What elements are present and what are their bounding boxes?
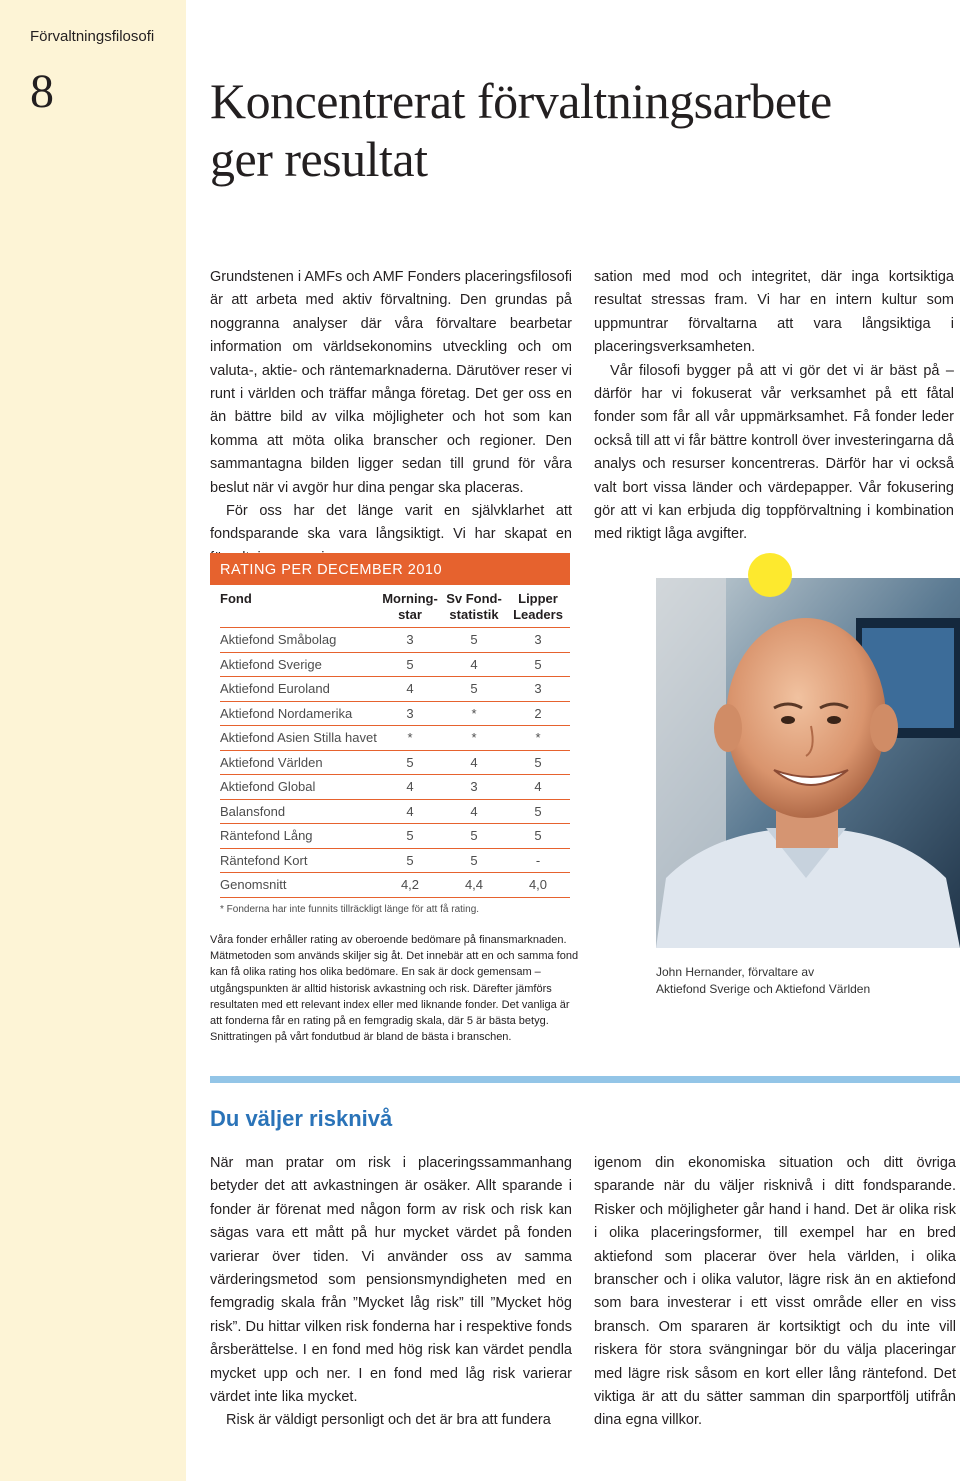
fund-name: Räntefond Kort bbox=[220, 848, 378, 873]
column-header-line: statistik bbox=[449, 607, 499, 622]
intro-paragraph: För oss har det länge varit en självklarhet att fondsparande ska vara långsiktigt. Vi har skapat en bbox=[210, 503, 572, 543]
svfond-rating: 5 bbox=[442, 628, 506, 653]
rating-footnote: * Fonderna har inte funnits tillräckligt länge för att få rating. bbox=[220, 903, 480, 915]
table-row-average bbox=[220, 873, 570, 898]
rating-box bbox=[210, 553, 570, 915]
fund-name: Aktiefond Småbolag bbox=[220, 628, 378, 653]
svfond-rating: * bbox=[442, 701, 506, 726]
page-title-line-2: ger resultat bbox=[210, 131, 428, 187]
column-header-line: Leaders bbox=[513, 607, 563, 622]
morningstar-rating: 5 bbox=[378, 848, 442, 873]
risk-paragraph: När man pratar om risk i placeringssammanhang betyder det att avkastningen är osäker. Allt sparande i fonder är förenat med någon form av risk och risk kan sägas vara ett mått på hur mycket värdet på fonden varierar över tiden. Vi använder oss av samma värderingsmetod som pensionsmyndigheten med en femgradig skala från ”Mycket låg risk” till ”Mycket hög risk”. Du hittar vilken risk fonderna har i respektive fonds årsberättelse. I en fond med hög risk kan värdet pendla mycket upp och ner. I en fond med låg risk varierar värdet inte lika mycket. bbox=[210, 1155, 572, 1406]
table-row bbox=[220, 726, 570, 751]
intro-paragraph: sation med mod och integritet, där inga kortsiktiga resultat stressas fram. Vi har en intern kultur som uppmuntrar förvaltarna att vara långsiktiga i placeringsverksamheten. bbox=[594, 269, 954, 356]
morningstar-rating: * bbox=[378, 726, 442, 751]
portrait-illustration bbox=[656, 578, 960, 948]
table-row bbox=[220, 701, 570, 726]
rating-explanation: Våra fonder erhåller rating av oberoende bedömare på finansmarknaden. Mätmetoden som används skiljer sig åt. Det innebär att en och samma fond kan få olika rating hos olika bedömare. En sak är dock gemensam – utgångspunkten är alltid historisk avkastning och risk. Därefter jämförs resultaten med ett relevant index eller med liknande fonder. Det vanliga är att fonderna får en rating på en femgradig skala, där 5 är bästa betyg. Snittratingen på vårt fondutbud är bland de bästa i branschen. bbox=[210, 934, 579, 1044]
lipper-rating: 2 bbox=[506, 701, 570, 726]
lipper-rating: 3 bbox=[506, 677, 570, 702]
svfond-rating: 4 bbox=[442, 652, 506, 677]
table-row bbox=[220, 799, 570, 824]
fund-name: Balansfond bbox=[220, 799, 378, 824]
section-name: Förvaltningsfilosofi bbox=[30, 28, 155, 45]
svfond-rating: 4 bbox=[442, 799, 506, 824]
table-row bbox=[220, 848, 570, 873]
table-row bbox=[220, 652, 570, 677]
column-header-line: star bbox=[398, 607, 422, 622]
table-row bbox=[220, 628, 570, 653]
photo-caption-line: John Hernander, förvaltare av bbox=[656, 965, 815, 979]
svfond-rating: 5 bbox=[442, 677, 506, 702]
rating-title: RATING PER DECEMBER 2010 bbox=[210, 553, 570, 585]
morningstar-rating: 4 bbox=[378, 799, 442, 824]
risk-paragraph: igenom din ekonomiska situation och ditt övriga sparande när du väljer risknivå i ditt fondsparande. Risker och möjligheter går hand i hand. Det är olika risk i olika placeringsformer, till exempel har en bred aktiefond som placerar över hela världen, i olika branscher och i olika valutor, lägre risk än en aktiefond som bara investerar i ett visst område eller en viss bransch. Om spararen är kortsiktigt och du inte vill riskera för stora svängningar bör du välja placeringar med lägre risk såsom en kort eller lång räntefond. Det viktiga är att du sätter samman din sparportfölj utifrån dina egna villkor. bbox=[594, 1155, 956, 1429]
rating-table bbox=[220, 585, 570, 898]
lipper-rating: 4,0 bbox=[506, 873, 570, 898]
lipper-rating: 5 bbox=[506, 652, 570, 677]
fund-name: Aktiefond Euroland bbox=[220, 677, 378, 702]
page-number: 8 bbox=[30, 65, 54, 118]
lipper-rating: 5 bbox=[506, 824, 570, 849]
svfond-rating: 4,4 bbox=[442, 873, 506, 898]
column-header-morningstar bbox=[378, 585, 442, 628]
column-header-line: Lipper bbox=[518, 591, 558, 606]
morningstar-rating: 5 bbox=[378, 652, 442, 677]
morningstar-rating: 5 bbox=[378, 824, 442, 849]
intro-paragraph: Grundstenen i AMFs och AMF Fonders placeringsfilosofi är att arbeta med aktiv förvaltning. Den grundas på noggranna analyser där våra förvaltare bearbetar information om världsekonomins utveckling och om valuta-, aktie- och räntemarknaderna. Därutöver reser vi runt i världen och träffar många företag. Det ger oss en än bättre bild av vilka möjligheter och hot som kan komma att möta olika branscher och regioner. Den sammantagna bilden ligger sedan till grund för våra beslut när vi avgör hur dina pengar ska placeras. bbox=[210, 269, 572, 496]
fund-name: Aktiefond Världen bbox=[220, 750, 378, 775]
section-title: Du väljer risknivå bbox=[210, 1106, 393, 1131]
section-divider bbox=[210, 1076, 960, 1083]
photo-caption bbox=[656, 964, 956, 998]
svfond-rating: 3 bbox=[442, 775, 506, 800]
svfond-rating: 5 bbox=[442, 848, 506, 873]
rating-header-row bbox=[220, 585, 570, 628]
intro-left-column bbox=[210, 266, 572, 570]
fund-name: Räntefond Lång bbox=[220, 824, 378, 849]
page-title bbox=[210, 72, 930, 188]
risk-right-column bbox=[594, 1152, 956, 1433]
morningstar-rating: 4 bbox=[378, 775, 442, 800]
fund-name: Aktiefond Global bbox=[220, 775, 378, 800]
lipper-rating: 5 bbox=[506, 799, 570, 824]
morningstar-rating: 3 bbox=[378, 628, 442, 653]
column-header-line: Sv Fond- bbox=[446, 591, 502, 606]
column-header-svfond bbox=[442, 585, 506, 628]
risk-left-column bbox=[210, 1152, 572, 1433]
lipper-rating: - bbox=[506, 848, 570, 873]
table-row bbox=[220, 750, 570, 775]
table-row bbox=[220, 824, 570, 849]
morningstar-rating: 5 bbox=[378, 750, 442, 775]
svfond-rating: 4 bbox=[442, 750, 506, 775]
svfond-rating: 5 bbox=[442, 824, 506, 849]
intro-right-column bbox=[594, 266, 954, 547]
morningstar-rating: 3 bbox=[378, 701, 442, 726]
column-header-line: Morning- bbox=[382, 591, 438, 606]
column-header-lipper bbox=[506, 585, 570, 628]
lipper-rating: 5 bbox=[506, 750, 570, 775]
table-row bbox=[220, 677, 570, 702]
lipper-rating: 3 bbox=[506, 628, 570, 653]
column-header-fond: Fond bbox=[220, 585, 378, 628]
fund-name: Aktiefond Asien Stilla havet bbox=[220, 726, 378, 751]
risk-paragraph: Risk är väldigt personligt och det är bra att fundera bbox=[226, 1412, 551, 1429]
decorative-circle bbox=[748, 553, 792, 597]
lipper-rating: 4 bbox=[506, 775, 570, 800]
fund-name: Aktiefond Sverige bbox=[220, 652, 378, 677]
table-row bbox=[220, 775, 570, 800]
intro-paragraph: Vår filosofi bygger på att vi gör det vi är bäst på – därför har vi fokuserat vår verksamhet på ett fåtal fonder som får all vår uppmärksamhet. Få fonder leder också till att vi får bättre kontroll över investeringarna då analys och resurser koncentreras. Därför har vi också valt bort vissa länder och värdepapper. Vår fokusering gör att vi kan erbjuda dig toppförvaltning i kombination med riktigt låga avgifter. bbox=[594, 362, 954, 543]
morningstar-rating: 4 bbox=[378, 677, 442, 702]
portrait-photo bbox=[656, 578, 960, 948]
morningstar-rating: 4,2 bbox=[378, 873, 442, 898]
photo-caption-line: Aktiefond Sverige och Aktiefond Världen bbox=[656, 982, 871, 996]
lipper-rating: * bbox=[506, 726, 570, 751]
fund-name: Genomsnitt bbox=[220, 873, 378, 898]
svfond-rating: * bbox=[442, 726, 506, 751]
fund-name: Aktiefond Nordamerika bbox=[220, 701, 378, 726]
page-title-line-1: Koncentrerat förvaltningsarbete bbox=[210, 73, 832, 129]
sidebar-panel bbox=[0, 0, 186, 1481]
